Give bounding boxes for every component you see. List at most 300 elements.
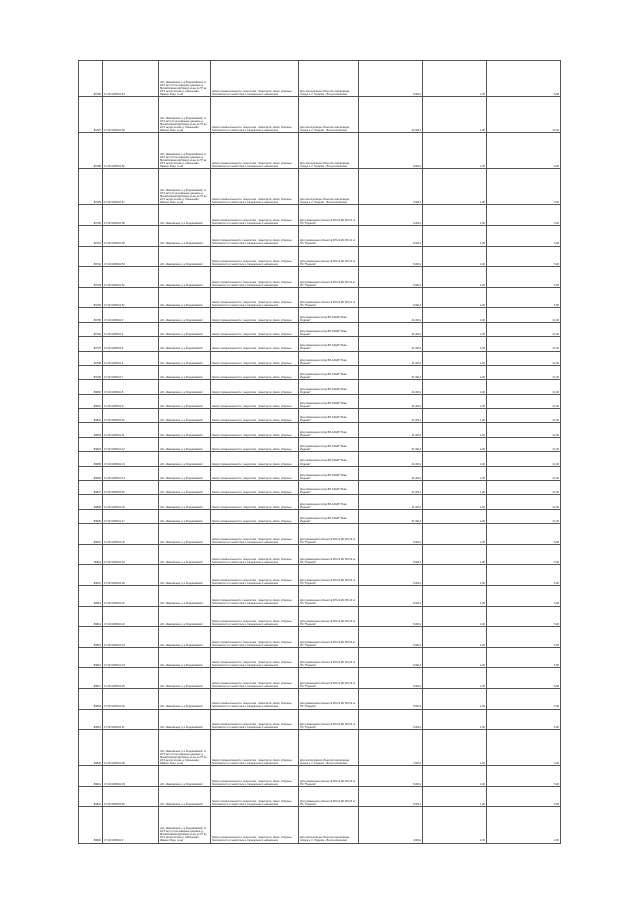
coefficient-value: 1,00 bbox=[423, 380, 487, 394]
row-number: 80786 bbox=[79, 61, 103, 97]
location: обл. Ивановская, р-н Родниковский bbox=[159, 565, 211, 586]
area-value: 21,0014 bbox=[359, 380, 423, 394]
location: обл. Ивановская, р-н Родниковский bbox=[159, 466, 211, 480]
amount-value: 4,00 bbox=[487, 730, 561, 766]
area-value: 21,0014 bbox=[359, 351, 423, 365]
cadastral-number: 37:16:0405011:28 bbox=[103, 730, 159, 766]
land-plot-register-table bbox=[78, 60, 561, 844]
table-row bbox=[79, 668, 561, 689]
area-value: 5,0014 bbox=[359, 267, 423, 288]
area-value: 5,0014 bbox=[359, 544, 423, 565]
cadastral-number: 37:16:0405011:62 bbox=[103, 133, 159, 169]
row-number: 80819 bbox=[79, 709, 103, 730]
coefficient-value: 1,00 bbox=[423, 647, 487, 668]
table-row bbox=[79, 544, 561, 565]
land-category: Земли промышленности, энергетики, транспорта, связи, обороны, безопасности и земли иного специального назначения bbox=[211, 267, 299, 288]
land-category: Земли промышленности, энергетики, транспорта, связи, обороны, безопасности и земли иного специального назначения bbox=[211, 647, 299, 668]
area-value: 5,0014 bbox=[359, 606, 423, 627]
cadastral-number: 37:16:0405011:9 bbox=[103, 394, 159, 408]
row-number: 80823 bbox=[79, 807, 103, 843]
row-number: 80809 bbox=[79, 509, 103, 523]
table-row bbox=[79, 509, 561, 523]
amount-value: 21,00 bbox=[487, 351, 561, 365]
location: обл. Ивановская, р-н Родниковский bbox=[159, 365, 211, 379]
location: обл. Ивановская, р-н Родниковский bbox=[159, 544, 211, 565]
area-value: 21,0014 bbox=[359, 495, 423, 509]
row-number: 80818 bbox=[79, 688, 103, 709]
permitted-use: Для эксплуатации объектов газопровода отвода к г.г. Родники - Вичуга-Кинешма bbox=[299, 97, 359, 133]
area-value: 5,0014 bbox=[359, 225, 423, 246]
permitted-use: Для размещения объектов ВЛ-10 кВ. ВЛ 22 от ПС "Родники" bbox=[299, 647, 359, 668]
land-category: Земли промышленности, энергетики, транспорта, связи, обороны, безопасности и земли иного специального назначения bbox=[211, 97, 299, 133]
location: обл. Ивановская, р-н Родниковский, ст. 20.5 км (1,6 км севернее деревни д. Михайловская Дубовое) м-ны рп 57 ке 20.5 км восточнее д. Малышево, Иваное Родн. р-на) bbox=[159, 730, 211, 766]
table-row bbox=[79, 394, 561, 408]
cadastral-number: 37:16:0405011:15 bbox=[103, 481, 159, 495]
land-category: Земли промышленности, энергетики, транспорта, связи, обороны bbox=[211, 509, 299, 523]
table-row bbox=[79, 730, 561, 766]
location: обл. Ивановская, р-н Родниковский bbox=[159, 380, 211, 394]
permitted-use: Для размещения объектов ВЛ-10 кВ. ВЛ 21 от ПС "Родники" bbox=[299, 205, 359, 226]
land-category: Земли промышленности, энергетики, транспорта, связи, обороны, безопасности и земли иного специального назначения bbox=[211, 688, 299, 709]
location: обл. Ивановская, р-н Родниковский bbox=[159, 246, 211, 267]
area-value: 5,0014 bbox=[359, 524, 423, 545]
location: обл. Ивановская, р-н Родниковский bbox=[159, 481, 211, 495]
land-category: Земли промышленности, энергетики, транспорта, связи, обороны, безопасности и земли иного специального назначения bbox=[211, 730, 299, 766]
permitted-use: Для эксплуатации объектов газопровода отвода к г.г. Родники - Вичуга-Кинешма bbox=[299, 807, 359, 843]
coefficient-value: 1,00 bbox=[423, 437, 487, 451]
table-row bbox=[79, 169, 561, 205]
permitted-use: Для эксплуатации объектов газопровода отвода к г.г. Родники - Вичуга-Кинешма bbox=[299, 133, 359, 169]
table-row bbox=[79, 246, 561, 267]
table-row bbox=[79, 205, 561, 226]
cadastral-number: 37:16:0405011:29 bbox=[103, 766, 159, 787]
area-value: 21,0014 bbox=[359, 409, 423, 423]
cadastral-number: 27:16:0405011:64 bbox=[103, 61, 159, 97]
table-row bbox=[79, 565, 561, 586]
table-row bbox=[79, 61, 561, 97]
location: обл. Ивановская, р-н Родниковский bbox=[159, 437, 211, 451]
row-number: 80817 bbox=[79, 668, 103, 689]
coefficient-value: 1,00 bbox=[423, 668, 487, 689]
amount-value: 21,00 bbox=[487, 481, 561, 495]
coefficient-value: 1,00 bbox=[423, 337, 487, 351]
cadastral-number: 37:16:0405011:16 bbox=[103, 495, 159, 509]
coefficient-value: 1,00 bbox=[423, 509, 487, 523]
permitted-use: Для размещения опор ВЛ-110кВ "Южа-Родники" bbox=[299, 380, 359, 394]
coefficient-value: 1,00 bbox=[423, 709, 487, 730]
land-category: Земли промышленности, энергетики, транспорта, связи, обороны, безопасности и земли иного специального назначения bbox=[211, 225, 299, 246]
land-category: Земли промышленности, энергетики, транспорта, связи, обороны bbox=[211, 322, 299, 336]
cadastral-number: 37:16:0405011:30 bbox=[103, 786, 159, 807]
amount-value: 21,00 bbox=[487, 466, 561, 480]
row-number: 80821 bbox=[79, 766, 103, 787]
row-number: 80806 bbox=[79, 466, 103, 480]
permitted-use: Для размещения объектов ВЛ-10 кВ. ВЛ 21 от ПС "Родники" bbox=[299, 225, 359, 246]
location: обл. Ивановская, р-н Родниковский bbox=[159, 509, 211, 523]
area-value: 5,0014 bbox=[359, 647, 423, 668]
table-row bbox=[79, 786, 561, 807]
permitted-use: Для эксплуатации объектов газопровода отвода к г.г. Родники - Вичуга-Кинешма bbox=[299, 730, 359, 766]
coefficient-value: 1,00 bbox=[423, 688, 487, 709]
permitted-use: Для размещения опор ВЛ-110кВ "Южа-Родники" bbox=[299, 452, 359, 466]
location: обл. Ивановская, р-н Родниковский bbox=[159, 668, 211, 689]
land-category: Земли промышленности, энергетики, транспорта, связи, обороны, безопасности и земли иного специального назначения bbox=[211, 544, 299, 565]
area-value: 21,0014 bbox=[359, 337, 423, 351]
permitted-use: Для размещения объектов ВЛ-10 кВ. ВЛ 21 от ПС "Родники" bbox=[299, 267, 359, 288]
row-number: 80796 bbox=[79, 322, 103, 336]
table-row bbox=[79, 766, 561, 787]
location: обл. Ивановская, р-н Родниковский bbox=[159, 647, 211, 668]
table-row bbox=[79, 585, 561, 606]
table-row bbox=[79, 322, 561, 336]
cadastral-number: 37:16:0405011:4 bbox=[103, 322, 159, 336]
cadastral-number: 37:16:0405011:67 bbox=[103, 169, 159, 205]
cadastral-number: 37:16:0405011:11 bbox=[103, 423, 159, 437]
area-value: 5,0014 bbox=[359, 61, 423, 97]
location: обл. Ивановская, р-н Родниковский bbox=[159, 585, 211, 606]
location: обл. Ивановская, р-н Родниковский bbox=[159, 495, 211, 509]
coefficient-value: 1,00 bbox=[423, 807, 487, 843]
row-number: 80791 bbox=[79, 225, 103, 246]
table-row bbox=[79, 267, 561, 288]
coefficient-value: 1,00 bbox=[423, 766, 487, 787]
area-value: 9,0014 bbox=[359, 133, 423, 169]
table-row bbox=[79, 606, 561, 627]
cadastral-number: 37:16:0405011:18 bbox=[103, 524, 159, 545]
permitted-use: Для размещения опор ВЛ-110кВ "Южа-Родники" bbox=[299, 308, 359, 322]
location: обл. Ивановская, р-н Родниковский bbox=[159, 205, 211, 226]
cadastral-number: 37:16:0405011:53 bbox=[103, 246, 159, 267]
location: обл. Ивановская, р-н Родниковский, ст. 20.5 км (1,6 км севернее деревни д. Михайловская Дубовое) м-ны рп 57 ке 20.5 км восточнее д. Малышево, Иваное Родн. р-на) bbox=[159, 61, 211, 97]
land-category: Земли промышленности, энергетики, транспорта, связи, обороны bbox=[211, 409, 299, 423]
row-number: 80803 bbox=[79, 423, 103, 437]
area-value: 21,0014 bbox=[359, 308, 423, 322]
table-row bbox=[79, 380, 561, 394]
permitted-use: Для размещения опор ВЛ-110кВ "Южа-Родники" bbox=[299, 437, 359, 451]
permitted-use: Для размещения опор ВЛ-110кВ "Южа-Родники" bbox=[299, 351, 359, 365]
location: обл. Ивановская, р-н Родниковский bbox=[159, 452, 211, 466]
amount-value: 21,00 bbox=[487, 380, 561, 394]
area-value: 21,0014 bbox=[359, 481, 423, 495]
row-number: 80816 bbox=[79, 647, 103, 668]
land-category: Земли промышленности, энергетики, транспорта, связи, обороны, безопасности и земли иного специального назначения bbox=[211, 766, 299, 787]
coefficient-value: 1,00 bbox=[423, 169, 487, 205]
row-number: 80812 bbox=[79, 565, 103, 586]
cadastral-number: 37:16:0405011:7 bbox=[103, 365, 159, 379]
cadastral-number: 37:16:0405011:21 bbox=[103, 585, 159, 606]
location: обл. Ивановская, р-н Родниковский bbox=[159, 225, 211, 246]
permitted-use: Для размещения объектов ВЛ-10 кВ. ВЛ 21 от ПС "Родники" bbox=[299, 287, 359, 308]
cadastral-number: 37:16:0405011:14 bbox=[103, 466, 159, 480]
permitted-use: Для размещения объектов ВЛ-10 кВ. ВЛ 22 от ПС "Родники" bbox=[299, 668, 359, 689]
area-value: 5,0014 bbox=[359, 565, 423, 586]
area-value: 3,0014 bbox=[359, 169, 423, 205]
table-row bbox=[79, 97, 561, 133]
permitted-use: Для размещения опор ВЛ-110кВ "Южа-Родники" bbox=[299, 466, 359, 480]
row-number: 80808 bbox=[79, 495, 103, 509]
coefficient-value: 1,00 bbox=[423, 481, 487, 495]
land-category: Земли промышленности, энергетики, транспорта, связи, обороны bbox=[211, 365, 299, 379]
amount-value: 5,00 bbox=[487, 287, 561, 308]
coefficient-value: 1,00 bbox=[423, 365, 487, 379]
location: обл. Ивановская, р-н Родниковский bbox=[159, 351, 211, 365]
location: обл. Ивановская, р-н Родниковский bbox=[159, 267, 211, 288]
area-value: 5,0014 bbox=[359, 627, 423, 648]
table-row bbox=[79, 627, 561, 648]
permitted-use: Для размещения опор ВЛ-110кВ "Южа-Родники" bbox=[299, 337, 359, 351]
cadastral-number: 37:16:0405011:24 bbox=[103, 647, 159, 668]
row-number: 80805 bbox=[79, 452, 103, 466]
land-category: Земли промышленности, энергетики, транспорта, связи, обороны bbox=[211, 466, 299, 480]
coefficient-value: 1,00 bbox=[423, 133, 487, 169]
area-value: 21,0014 bbox=[359, 437, 423, 451]
cadastral-number: 37:16:0405011:20 bbox=[103, 565, 159, 586]
cadastral-number: 37:16:0405011:19 bbox=[103, 544, 159, 565]
area-value: 5,0014 bbox=[359, 287, 423, 308]
register-body bbox=[79, 61, 561, 844]
coefficient-value: 1,00 bbox=[423, 61, 487, 97]
amount-value: 5,00 bbox=[487, 61, 561, 97]
permitted-use: Для размещения объектов ВЛ-10 кВ. ВЛ 22 от ПС "Родники" bbox=[299, 565, 359, 586]
land-category: Земли промышленности, энергетики, транспорта, связи, обороны, безопасности и земли иного специального назначения bbox=[211, 205, 299, 226]
row-number: 80807 bbox=[79, 481, 103, 495]
row-number: 80815 bbox=[79, 627, 103, 648]
table-row bbox=[79, 423, 561, 437]
amount-value: 21,00 bbox=[487, 437, 561, 451]
area-value: 3,0014 bbox=[359, 205, 423, 226]
amount-value: 21,00 bbox=[487, 423, 561, 437]
cadastral-number: 37:16:0405011:52 bbox=[103, 267, 159, 288]
location: обл. Ивановская, р-н Родниковский bbox=[159, 394, 211, 408]
table-row bbox=[79, 647, 561, 668]
row-number: 80795 bbox=[79, 308, 103, 322]
location: обл. Ивановская, р-н Родниковский, ст. 20.5 км (1,6 км севернее деревни д. Михайловская Дубовое) м-ны рп 57 ке 20.5 км восточнее д. Малышево, Иваное Родн. р-на) bbox=[159, 133, 211, 169]
cadastral-number: 37:16:0405011:27 bbox=[103, 709, 159, 730]
row-number: 80801 bbox=[79, 394, 103, 408]
table-row bbox=[79, 688, 561, 709]
row-number: 80822 bbox=[79, 786, 103, 807]
cadastral-number: 37:16:0405011:66 bbox=[103, 97, 159, 133]
permitted-use: Для размещения объектов ВЛ-10 кВ. ВЛ 22 от ПС "Родники" bbox=[299, 627, 359, 648]
cadastral-number: 37:16:0405011:8 bbox=[103, 380, 159, 394]
area-value: 5,0014 bbox=[359, 688, 423, 709]
location: обл. Ивановская, р-н Родниковский bbox=[159, 337, 211, 351]
land-category: Земли промышленности, энергетики, транспорта, связи, обороны bbox=[211, 423, 299, 437]
table-row bbox=[79, 437, 561, 451]
coefficient-value: 1,00 bbox=[423, 205, 487, 226]
land-category: Земли промышленности, энергетики, транспорта, связи, обороны, безопасности и земли иного специального назначения bbox=[211, 709, 299, 730]
land-category: Земли промышленности, энергетики, транспорта, связи, обороны, безопасности и земли иного специального назначения bbox=[211, 61, 299, 97]
amount-value: 5,00 bbox=[487, 786, 561, 807]
area-value: 5,0014 bbox=[359, 668, 423, 689]
coefficient-value: 1,00 bbox=[423, 606, 487, 627]
land-category: Земли промышленности, энергетики, транспорта, связи, обороны, безопасности и земли иного специального назначения bbox=[211, 246, 299, 267]
amount-value: 5,00 bbox=[487, 524, 561, 545]
cadastral-number: 37:16:0405011:12 bbox=[103, 437, 159, 451]
row-number: 80810 bbox=[79, 524, 103, 545]
cadastral-number: 37:16:0405011:22 bbox=[103, 606, 159, 627]
permitted-use: Для размещения объектов ВЛ-10 кВ. ВЛ 21 от ПС "Родники" bbox=[299, 246, 359, 267]
land-category: Земли промышленности, энергетики, транспорта, связи, обороны bbox=[211, 337, 299, 351]
row-number: 80793 bbox=[79, 267, 103, 288]
location: обл. Ивановская, р-н Родниковский bbox=[159, 423, 211, 437]
land-category: Земли промышленности, энергетики, транспорта, связи, обороны, безопасности и земли иного специального назначения bbox=[211, 565, 299, 586]
cadastral-number: 37:16:0405011:3 bbox=[103, 807, 159, 843]
location: обл. Ивановская, р-н Родниковский bbox=[159, 709, 211, 730]
table-row bbox=[79, 133, 561, 169]
permitted-use: Для размещения опор ВЛ-110кВ "Южа-Родники" bbox=[299, 365, 359, 379]
amount-value: 5,00 bbox=[487, 585, 561, 606]
location: обл. Ивановская, р-н Родниковский bbox=[159, 606, 211, 627]
land-category: Земли промышленности, энергетики, транспорта, связи, обороны bbox=[211, 394, 299, 408]
area-value: 5,0014 bbox=[359, 786, 423, 807]
coefficient-value: 1,00 bbox=[423, 246, 487, 267]
table-row bbox=[79, 466, 561, 480]
location: обл. Ивановская, р-н Родниковский bbox=[159, 524, 211, 545]
cadastral-number: 37:16:0405011:10 bbox=[103, 409, 159, 423]
amount-value: 21,00 bbox=[487, 509, 561, 523]
land-category: Земли промышленности, энергетики, транспорта, связи, обороны, безопасности и земли иного специального назначения bbox=[211, 627, 299, 648]
location: обл. Ивановская, р-н Родниковский bbox=[159, 688, 211, 709]
area-value: 5,0014 bbox=[359, 709, 423, 730]
amount-value: 5,00 bbox=[487, 766, 561, 787]
area-value: 5,0014 bbox=[359, 246, 423, 267]
location: обл. Ивановская, р-н Родниковский bbox=[159, 409, 211, 423]
land-category: Земли промышленности, энергетики, транспорта, связи, обороны bbox=[211, 481, 299, 495]
location: обл. Ивановская, р-н Родниковский bbox=[159, 322, 211, 336]
coefficient-value: 1,00 bbox=[423, 423, 487, 437]
table-row bbox=[79, 807, 561, 843]
permitted-use: Для размещения объектов ВЛ-10 кВ. ВЛ 22 от ПС "Родники" bbox=[299, 606, 359, 627]
coefficient-value: 1,00 bbox=[423, 409, 487, 423]
row-number: 80794 bbox=[79, 287, 103, 308]
coefficient-value: 1,00 bbox=[423, 394, 487, 408]
amount-value: 21,00 bbox=[487, 365, 561, 379]
table-row bbox=[79, 495, 561, 509]
amount-value: 5,00 bbox=[487, 565, 561, 586]
permitted-use: Для размещения объектов ВЛ-10 кВ. ВЛ 22 от ПС "Родники" bbox=[299, 709, 359, 730]
permitted-use: Для размещения объектов ВЛ-10 кВ. ВЛ 22 от ПС "Родники" bbox=[299, 544, 359, 565]
area-value: 21,0014 bbox=[359, 509, 423, 523]
cadastral-number: 37:16:0405011:5 bbox=[103, 337, 159, 351]
location: обл. Ивановская, р-н Родниковский bbox=[159, 786, 211, 807]
row-number: 80792 bbox=[79, 246, 103, 267]
row-number: 80802 bbox=[79, 409, 103, 423]
row-number: 80811 bbox=[79, 544, 103, 565]
cadastral-number: 37:16:0405011:58 bbox=[103, 205, 159, 226]
amount-value: 21,00 bbox=[487, 322, 561, 336]
permitted-use: Для размещения опор ВЛ-110кВ "Южа-Родники" bbox=[299, 394, 359, 408]
land-category: Земли промышленности, энергетики, транспорта, связи, обороны, безопасности и земли иного специального назначения bbox=[211, 668, 299, 689]
amount-value: 3,00 bbox=[487, 205, 561, 226]
row-number: 80814 bbox=[79, 606, 103, 627]
permitted-use: Для размещения объектов ВЛ-10 кВ. ВЛ 22 от ПС "Родники" bbox=[299, 766, 359, 787]
coefficient-value: 1,00 bbox=[423, 495, 487, 509]
coefficient-value: 1,00 bbox=[423, 565, 487, 586]
land-category: Земли промышленности, энергетики, транспорта, связи, обороны bbox=[211, 437, 299, 451]
permitted-use: Для размещения опор ВЛ-110кВ "Южа-Родники" bbox=[299, 322, 359, 336]
row-number: 80790 bbox=[79, 205, 103, 226]
area-value: 21,0014 bbox=[359, 466, 423, 480]
table-row bbox=[79, 225, 561, 246]
table-row bbox=[79, 524, 561, 545]
permitted-use: Для размещения опор ВЛ-110кВ "Южа-Родники" bbox=[299, 409, 359, 423]
area-value: 21,0014 bbox=[359, 322, 423, 336]
row-number: 80787 bbox=[79, 97, 103, 133]
permitted-use: Для размещения объектов ВЛ-10 кВ. ВЛ 22 от ПС "Родники" bbox=[299, 786, 359, 807]
land-category: Земли промышленности, энергетики, транспорта, связи, обороны bbox=[211, 380, 299, 394]
area-value: 4,0014 bbox=[359, 730, 423, 766]
cadastral-number: 37:16:0405011:6 bbox=[103, 351, 159, 365]
land-category: Земли промышленности, энергетики, транспорта, связи, обороны, безопасности и земли иного специального назначения bbox=[211, 524, 299, 545]
amount-value: 5,00 bbox=[487, 225, 561, 246]
cadastral-number: 37:16:0405011:55 bbox=[103, 225, 159, 246]
land-category: Земли промышленности, энергетики, транспорта, связи, обороны bbox=[211, 452, 299, 466]
permitted-use: Для эксплуатации объектов газопровода отвода к г.г. Родники - Вичуга-Кинешма bbox=[299, 61, 359, 97]
row-number: 80789 bbox=[79, 169, 103, 205]
location: обл. Ивановская, р-н Родниковский, ст. 20.5 км (1,6 км севернее деревни д. Михайловская Дубовое) м-ны рп 57 ке 20.5 км восточнее д. Малышево, Иваное Родн. р-на) bbox=[159, 169, 211, 205]
table-row bbox=[79, 337, 561, 351]
amount-value: 21,00 bbox=[487, 394, 561, 408]
area-value: 5,0014 bbox=[359, 766, 423, 787]
amount-value: 5,00 bbox=[487, 267, 561, 288]
amount-value: 5,00 bbox=[487, 647, 561, 668]
table-row bbox=[79, 481, 561, 495]
permitted-use: Для размещения объектов ВЛ-10 кВ. ВЛ 22 от ПС "Родники" bbox=[299, 585, 359, 606]
coefficient-value: 1,00 bbox=[423, 225, 487, 246]
cadastral-number: 37:16:0405011:23 bbox=[103, 627, 159, 648]
table-row bbox=[79, 351, 561, 365]
amount-value: 4,00 bbox=[487, 807, 561, 843]
row-number: 80804 bbox=[79, 437, 103, 451]
table-row bbox=[79, 709, 561, 730]
amount-value: 5,00 bbox=[487, 627, 561, 648]
location: обл. Ивановская, р-н Родниковский, ст. 20.5 км (1,6 км севернее деревни д. Михайловская Дубовое) м-ны рп 57 ке 20.5 км восточнее д. Малышево, Иваное Родн. р-на) bbox=[159, 97, 211, 133]
location: обл. Ивановская, р-н Родниковский bbox=[159, 627, 211, 648]
land-category: Земли промышленности, энергетики, транспорта, связи, обороны, безопасности и земли иного специального назначения bbox=[211, 786, 299, 807]
land-category: Земли промышленности, энергетики, транспорта, связи, обороны bbox=[211, 495, 299, 509]
cadastral-number: 37:16:0405011:13 bbox=[103, 452, 159, 466]
location: обл. Ивановская, р-н Родниковский bbox=[159, 308, 211, 322]
cadastral-number: 37:16:0405011:25 bbox=[103, 668, 159, 689]
location: обл. Ивановская, р-н Родниковский bbox=[159, 287, 211, 308]
permitted-use: Для размещения опор ВЛ-110кВ "Южа-Родники" bbox=[299, 481, 359, 495]
row-number: 80799 bbox=[79, 365, 103, 379]
amount-value: 21,00 bbox=[487, 308, 561, 322]
land-category: Земли промышленности, энергетики, транспорта, связи, обороны, безопасности и земли иного специального назначения bbox=[211, 169, 299, 205]
coefficient-value: 1,00 bbox=[423, 466, 487, 480]
land-category: Земли промышленности, энергетики, транспорта, связи, обороны, безопасности и земли иного специального назначения bbox=[211, 585, 299, 606]
coefficient-value: 1,00 bbox=[423, 351, 487, 365]
land-category: Земли промышленности, энергетики, транспорта, связи, обороны, безопасности и земли иного специального назначения bbox=[211, 606, 299, 627]
row-number: 80800 bbox=[79, 380, 103, 394]
permitted-use: Для размещения опор ВЛ-110кВ "Южа-Родники" bbox=[299, 509, 359, 523]
amount-value: 21,00 bbox=[487, 409, 561, 423]
cadastral-number: 37:16:0405011:51 bbox=[103, 287, 159, 308]
table-row bbox=[79, 287, 561, 308]
coefficient-value: 1,00 bbox=[423, 322, 487, 336]
amount-value: 5,00 bbox=[487, 688, 561, 709]
amount-value: 24,00 bbox=[487, 97, 561, 133]
land-category: Земли промышленности, энергетики, транспорта, связи, обороны bbox=[211, 308, 299, 322]
cadastral-number: 37:16:0405011:3 bbox=[103, 308, 159, 322]
cadastral-number: 37:16:0405011:17 bbox=[103, 509, 159, 523]
table-row bbox=[79, 452, 561, 466]
amount-value: 21,00 bbox=[487, 452, 561, 466]
amount-value: 9,00 bbox=[487, 133, 561, 169]
area-value: 21,0014 bbox=[359, 423, 423, 437]
row-number: 80820 bbox=[79, 730, 103, 766]
